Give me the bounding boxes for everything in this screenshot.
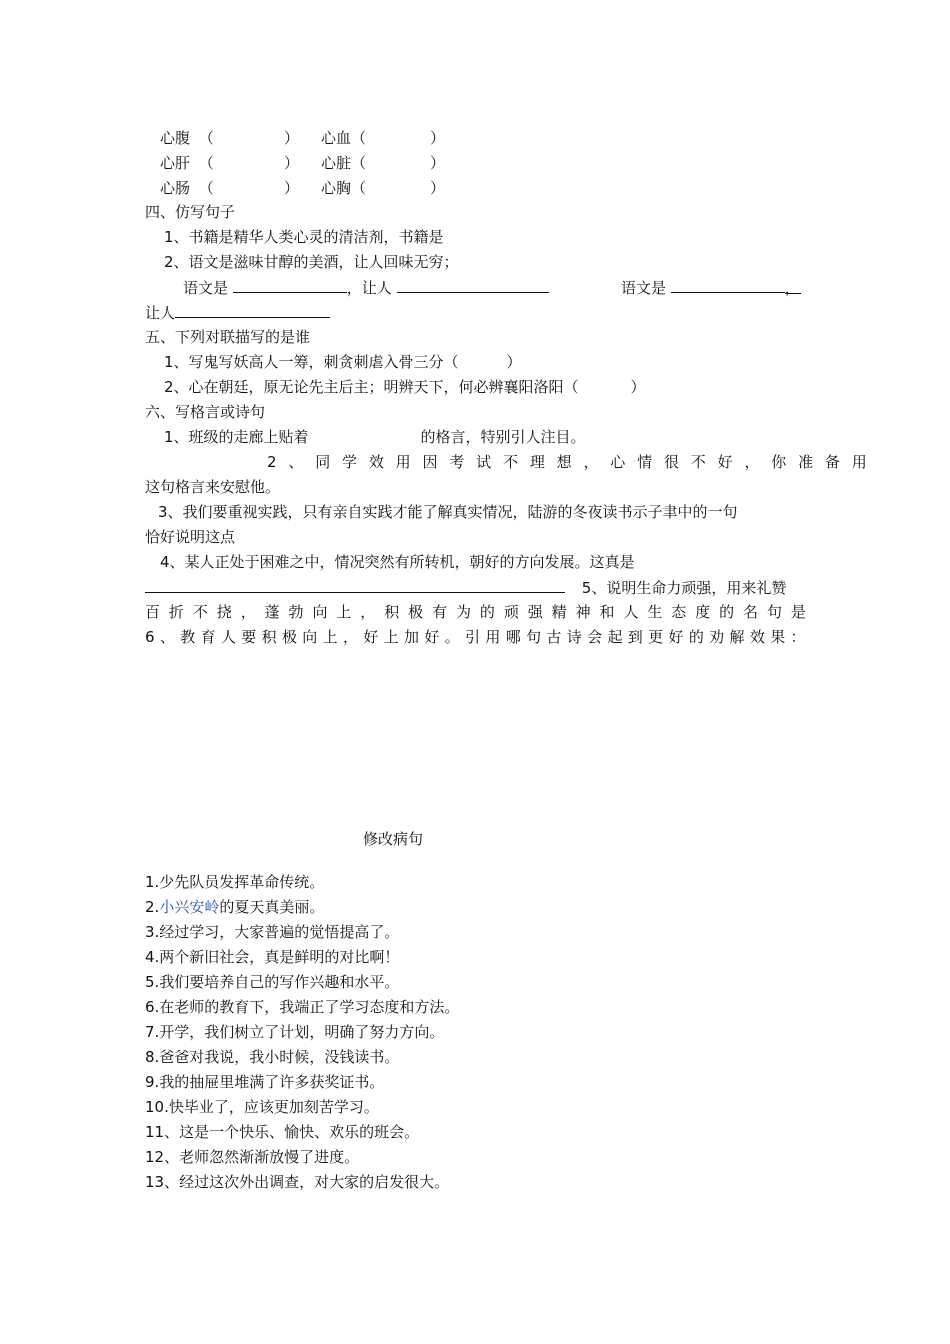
section-5-q2 [164, 377, 646, 397]
text-char: ， [342, 628, 358, 646]
text-char: 度 [695, 603, 711, 621]
section-4-q1: 1、书籍是精华人类心灵的清洁剂，书籍是 [164, 228, 444, 246]
text-char: 引 [465, 628, 481, 646]
section-6-q4-line1: 4、某人正处于困难之中，情况突然有所转机，朝好的方向发展。这真是 [160, 553, 635, 571]
section-6-q1 [164, 427, 586, 447]
fill-label: 让人 [145, 304, 176, 322]
text-char: 的 [719, 603, 735, 621]
paren-open: （ [198, 179, 214, 197]
text-char: 极 [281, 628, 297, 646]
text-char: 人 [220, 628, 236, 646]
text-char: 勃 [288, 603, 304, 621]
section-6-q6-line [145, 627, 806, 647]
text-char: 不 [690, 453, 706, 471]
text-char: 折 [168, 603, 184, 621]
section-6-q2-line1 [206, 452, 867, 472]
text-char: 用 [851, 453, 867, 471]
text-char: 诗 [566, 628, 582, 646]
section-5-q1 [164, 352, 522, 372]
fill-label: 语文是 [621, 279, 667, 297]
section-6-title: 六、写格言或诗句 [145, 403, 266, 421]
fill-label: 语文是 [183, 279, 229, 297]
question-text: 2、心在朝廷，原无论先主后主；明辨天下，何必辨襄阳洛阳（ [164, 378, 579, 396]
text-char: 、 [288, 453, 304, 471]
list-item: 11、这是一个快乐、愉快、欢乐的班会。 [145, 1123, 420, 1141]
heart-word: 心肠 [160, 179, 191, 197]
text-char: 向 [302, 628, 318, 646]
text-char: 。 [444, 628, 460, 646]
blank-line [397, 277, 549, 293]
text-char: 好 [717, 453, 733, 471]
text-char: 因 [422, 453, 438, 471]
text-char: 和 [599, 603, 615, 621]
list-item: 7.开学，我们树立了计划，明确了努力方向。 [145, 1023, 445, 1041]
blank-line [233, 277, 347, 293]
text-char: 向 [312, 603, 328, 621]
paren-close: ） [430, 129, 446, 147]
paren-close: ） [430, 154, 446, 172]
section-7-title: 修改病句 [363, 830, 424, 848]
text-char: 效 [749, 628, 765, 646]
item-number: 2. [145, 898, 160, 916]
text-char: 古 [546, 628, 562, 646]
text-char: 情 [637, 453, 653, 471]
blank-line [671, 277, 785, 293]
list-item: 4.两个新旧社会，真是鲜明的对比啊！ [145, 948, 400, 966]
section-5-title: 五、下列对联描写的是谁 [145, 328, 311, 346]
text-char: 句 [766, 603, 782, 621]
question-text: 的格言，特别引人注目。 [420, 428, 586, 446]
text-char: 劝 [709, 628, 725, 646]
text-char: 不 [502, 453, 518, 471]
paren-open: （ [351, 179, 367, 197]
heart-word-row-1-right [321, 128, 366, 148]
heart-word-row-2 [160, 153, 214, 173]
place-link[interactable]: 小兴安岭 [159, 898, 220, 916]
blank-line [145, 577, 565, 593]
text-char: 学 [342, 453, 358, 471]
text-char: 精 [551, 603, 567, 621]
text-char: 积 [261, 628, 277, 646]
list-item: 12、老师忽然渐渐放慢了进度。 [145, 1148, 360, 1166]
text-char: 理 [529, 453, 545, 471]
text-char: 蓬 [264, 603, 280, 621]
text-char: 育 [200, 628, 216, 646]
text-char: 你 [771, 453, 787, 471]
paren-open: （ [351, 154, 367, 172]
paren-open: （ [198, 154, 214, 172]
text-char: 心 [610, 453, 626, 471]
heart-word-row-1 [160, 128, 214, 148]
text-char: 上 [336, 603, 352, 621]
text-char: 起 [607, 628, 623, 646]
list-item: 6.在老师的教育下，我端正了学习态度和方法。 [145, 998, 460, 1016]
list-item: 8.爸爸对我说，我小时候，没钱读书。 [145, 1048, 400, 1066]
paren-close: ） [430, 179, 446, 197]
text-char: 想 [556, 453, 572, 471]
text-char: 、 [159, 628, 175, 646]
text-char: 有 [432, 603, 448, 621]
text-char: 极 [408, 603, 424, 621]
text-char: 准 [798, 453, 814, 471]
text-char: 强 [527, 603, 543, 621]
question-text: 1、班级的走廊上贴着 [164, 428, 309, 446]
text-char: 态 [671, 603, 687, 621]
heart-word-row-3 [160, 178, 214, 198]
text-char: 积 [384, 603, 400, 621]
section-6-q5-line2 [145, 602, 806, 622]
text-char: 要 [241, 628, 257, 646]
question-text: 1、写鬼写妖高人一筹，刺贪刺虐入骨三分（ [164, 353, 459, 371]
fill-label: ， [784, 279, 800, 297]
paren-close: ） [506, 353, 522, 371]
list-item [145, 897, 324, 917]
paren-open: （ [351, 129, 367, 147]
section-6-q3-line2: 恰好说明这点 [145, 528, 236, 546]
heart-word: 心肝 [160, 154, 191, 172]
text-char: 人 [623, 603, 639, 621]
text-char: 2 [267, 453, 277, 471]
text-char: ， [744, 453, 760, 471]
heart-word: 心胸 [321, 179, 352, 197]
text-char: 上 [322, 628, 338, 646]
text-char: 挠 [216, 603, 232, 621]
list-item: 1.少先队员发挥革命传统。 [145, 873, 325, 891]
list-item: 13、经过这次外出调查，对大家的启发很大。 [145, 1173, 450, 1191]
paren-close: ） [630, 378, 646, 396]
section-4-fill-b [621, 277, 801, 298]
list-item: 3.经过学习，大家普遍的觉悟提高了。 [145, 923, 400, 941]
text-char: 的 [688, 628, 704, 646]
section-6-q4-blank-row [145, 577, 786, 598]
heart-word: 心脏 [321, 154, 352, 172]
text-char: 备 [824, 453, 840, 471]
text-char: 上 [383, 628, 399, 646]
text-char: 同 [315, 453, 331, 471]
item-text: 的夏天真美丽。 [219, 898, 325, 916]
text-char: 加 [404, 628, 420, 646]
text-char: 好 [363, 628, 379, 646]
paren-close: ） [284, 154, 300, 172]
text-char: ， [583, 453, 599, 471]
blank-line [175, 302, 330, 318]
text-char: 到 [627, 628, 643, 646]
section-6-q3-line1: 3、我们要重视实践，只有亲自实践才能了解真实情况，陆游的冬夜读书示子聿中的一句 [158, 503, 738, 521]
paren-close: ） [284, 179, 300, 197]
fill-label: ，让人 [346, 279, 392, 297]
text-char: 句 [526, 628, 542, 646]
list-item: 5.我们要培养自己的写作兴趣和水平。 [145, 973, 400, 991]
text-char: 果 [770, 628, 786, 646]
section-4-fill-c [145, 302, 330, 323]
heart-word-row-3-right [321, 178, 366, 198]
section-6-q2-line2: 这句格言来安慰他。 [145, 478, 281, 496]
heart-word-row-2-right [321, 153, 366, 173]
section-4-q2: 2、语文是滋味甘醇的美酒，让人回味无穷； [164, 253, 459, 271]
text-char: 更 [648, 628, 664, 646]
text-char: 百 [145, 603, 161, 621]
text-char: 不 [192, 603, 208, 621]
heart-word: 心血 [321, 129, 352, 147]
list-item: 9.我的抽屉里堆满了许多获奖证书。 [145, 1073, 385, 1091]
section-4-fill-a [183, 277, 549, 298]
text-char: 的 [479, 603, 495, 621]
text-char: ： [790, 628, 806, 646]
question-text: 5、说明生命力顽强，用来礼赞 [581, 579, 787, 597]
text-char: 哪 [505, 628, 521, 646]
text-char: 6 [145, 628, 155, 646]
text-char: 很 [663, 453, 679, 471]
text-char: 效 [368, 453, 384, 471]
text-char: ， [360, 603, 376, 621]
text-char: 生 [647, 603, 663, 621]
text-char: 顽 [503, 603, 519, 621]
paren-close: ） [284, 129, 300, 147]
text-char: 为 [455, 603, 471, 621]
paren-open: （ [198, 129, 214, 147]
text-char: ， [240, 603, 256, 621]
text-char: 神 [575, 603, 591, 621]
heart-word: 心腹 [160, 129, 191, 147]
text-char: 好 [424, 628, 440, 646]
text-char: 名 [743, 603, 759, 621]
text-char: 教 [180, 628, 196, 646]
text-char: 考 [449, 453, 465, 471]
text-char: 试 [476, 453, 492, 471]
section-4-title: 四、仿写句子 [145, 203, 236, 221]
list-item: 10.快毕业了，应该更加刻苦学习。 [145, 1098, 379, 1116]
text-char: 用 [395, 453, 411, 471]
text-char: 用 [485, 628, 501, 646]
text-char: 是 [790, 603, 806, 621]
text-char: 好 [668, 628, 684, 646]
text-char: 会 [587, 628, 603, 646]
text-char: 解 [729, 628, 745, 646]
